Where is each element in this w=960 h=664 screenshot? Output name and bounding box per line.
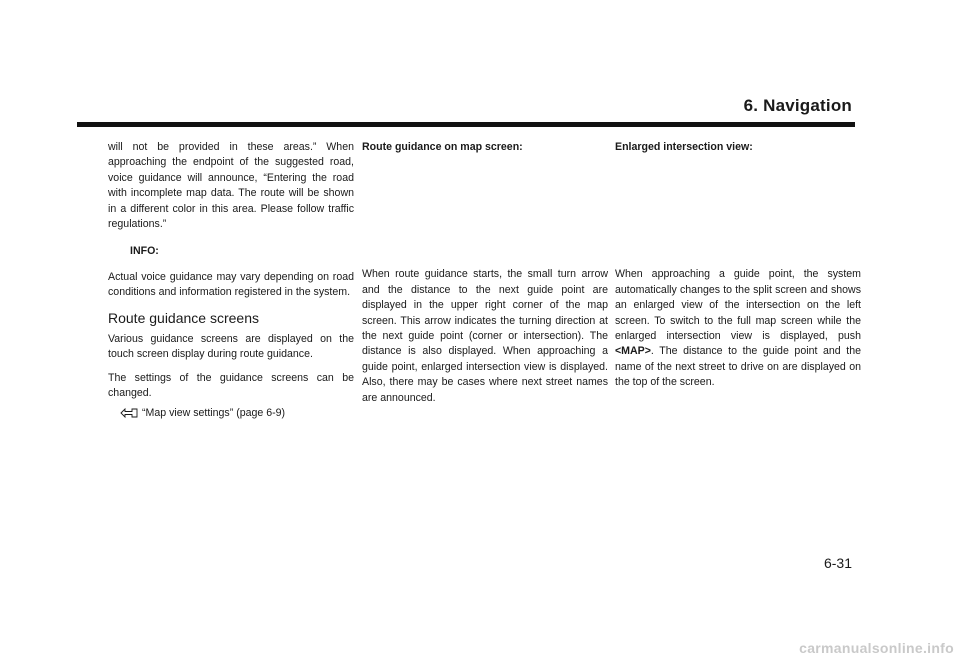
reference-pointer-icon	[120, 407, 138, 419]
info-heading: INFO:	[130, 245, 159, 258]
chapter-title: 6. Navigation	[743, 96, 852, 115]
paragraph: When route guidance starts, the small turn arrow and the distance to the next guide point are displayed in the upper right corner of the map screen. This arrow indicates the turning direction at the next guide point (corner or intersection). The distance is also displayed. When approaching a guide point, enlarged intersection view is displayed. Also, there may be cases where next street names are announced.	[362, 268, 608, 404]
column-right	[615, 140, 861, 399]
illustration-placeholder	[615, 155, 861, 267]
sub-heading: Route guidance on map screen:	[362, 141, 523, 153]
column-left	[108, 140, 354, 421]
paragraph	[615, 267, 861, 390]
reference-text: “Map view settings” (page 6-9)	[142, 406, 286, 419]
paragraph: Various guidance screens are displayed on the touch screen display during route guidance.	[108, 333, 354, 361]
paragraph: Actual voice guidance may vary depending on road conditions and information registered in the system.	[108, 270, 354, 299]
watermark: carmanualsonline.info	[799, 640, 954, 656]
map-key-label: <MAP>	[615, 345, 651, 358]
paragraph-text: . The distance to the guide point and the name of the next street to drive on are displayed on the top of the screen.	[615, 345, 861, 389]
column-middle	[362, 140, 608, 414]
header-rule	[77, 122, 855, 127]
paragraph-text: When approaching a guide point, the system automatically changes to the split screen and shows an enlarged view of the intersection on the left screen. To switch to the full map screen while the enlarged intersection view is displayed, push	[615, 268, 861, 343]
page-number: 6-31	[823, 555, 852, 571]
cross-reference[interactable]	[120, 406, 354, 421]
section-heading: Route guidance screens	[108, 309, 259, 326]
paragraph: The settings of the guidance screens can be changed.	[108, 371, 354, 400]
illustration-placeholder	[362, 155, 608, 267]
paragraph: will not be provided in these areas.” When approaching the endpoint of the suggested road, voice guidance will announce, “Entering the road with incomplete map data. The route will be shown in a different color in this area. Please follow traffic regulations.”	[108, 141, 354, 231]
sub-heading: Enlarged intersection view:	[615, 141, 753, 153]
